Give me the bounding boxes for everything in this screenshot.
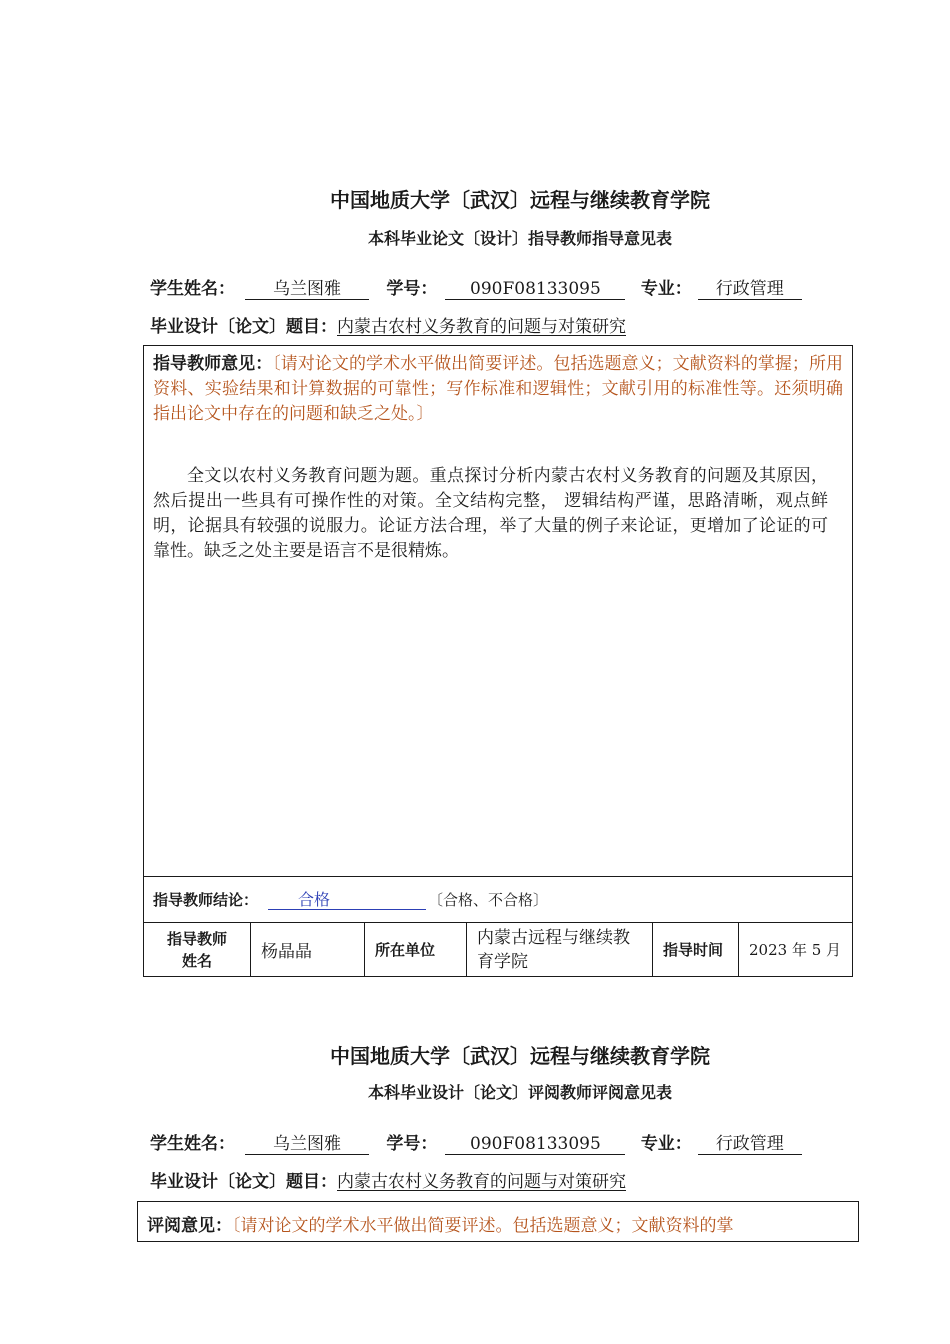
- opinion-label: 指导教师意见：: [153, 354, 273, 374]
- unit-value: 内蒙古远程与继续教育学院: [466, 923, 652, 976]
- conclusion-value: 合格: [268, 890, 426, 910]
- form1-subtitle: 本科毕业论文〔设计〕指导教师指导意见表: [367, 229, 672, 248]
- topic-label: 毕业设计〔论文〕题目：: [150, 317, 337, 337]
- topic-value: 内蒙古农村义务教育的问题与对策研究: [337, 317, 626, 337]
- form2-topic: [150, 1167, 626, 1192]
- opinion-text: 全文以农村义务教育问题为题。重点探讨分析内蒙古农村义务教育的问题及其原因，然后提出一些具有可操作性的对策。全文结构完整， 逻辑结构严谨，思路清晰，观点鲜明，论据具有较强的说服力。论证方法合理，举了大量的例子来论证，更增加了论证的可靠性。缺乏之处主要是语言不是很精炼。: [153, 466, 828, 561]
- review-opinion-box: [137, 1201, 859, 1242]
- review-label: 评阅意见：: [147, 1216, 232, 1236]
- review-hint: 〔请对论文的学术水平做出简要评述。包括选题意义；文献资料的掌: [232, 1216, 734, 1236]
- topic-label-2: 毕业设计〔论文〕题目：: [150, 1172, 337, 1192]
- form2-student-info: [150, 1129, 802, 1155]
- form2-title: 中国地质大学〔武汉〕远程与继续教育学院: [330, 1044, 710, 1068]
- conclusion-label: 指导教师结论：: [153, 891, 259, 909]
- student-id-value: 090F08133095: [445, 280, 625, 300]
- major-label-2: 专业：: [640, 1134, 692, 1154]
- form1-student-info: [150, 274, 802, 300]
- form1-topic: [150, 312, 626, 337]
- conclusion-row: [144, 876, 852, 922]
- student-id-label-2: 学号：: [386, 1134, 438, 1154]
- major-value: 行政管理: [698, 280, 802, 300]
- unit-label: 所在单位: [364, 923, 466, 976]
- student-name-value: 乌兰图雅: [245, 280, 369, 300]
- form1-title: 中国地质大学〔武汉〕远程与继续教育学院: [330, 188, 710, 212]
- conclusion-options: 〔合格、不合格〕: [428, 891, 549, 909]
- advisor-footer-row: [144, 922, 852, 976]
- advisor-opinion-box: [143, 345, 853, 977]
- teacher-value: 杨晶晶: [250, 923, 364, 976]
- student-name-label-2: 学生姓名：: [150, 1134, 235, 1154]
- student-id-label: 学号：: [386, 279, 438, 299]
- major-label: 专业：: [640, 279, 692, 299]
- form2-subtitle: 本科毕业设计〔论文〕评阅教师评阅意见表: [367, 1083, 672, 1102]
- student-id-value-2: 090F08133095: [445, 1135, 625, 1155]
- time-label: 指导时间: [652, 923, 738, 976]
- major-value-2: 行政管理: [698, 1135, 802, 1155]
- review-header: [147, 1211, 734, 1236]
- opinion-header: [153, 352, 843, 427]
- student-name-value-2: 乌兰图雅: [245, 1135, 369, 1155]
- teacher-label: 指导教师姓名: [166, 929, 227, 970]
- opinion-hint: 〔请对论文的学术水平做出简要评述。包括选题意义；文献资料的掌握；所用资料、实验结果和计算数据的可靠性；写作标准和逻辑性；文献引用的标准性等。还须明确指出论文中存在的问题和缺乏之处。〕: [153, 354, 844, 424]
- student-name-label: 学生姓名：: [150, 279, 235, 299]
- time-value: 2023 年 5 月: [738, 923, 852, 976]
- topic-value-2: 内蒙古农村义务教育的问题与对策研究: [337, 1172, 626, 1192]
